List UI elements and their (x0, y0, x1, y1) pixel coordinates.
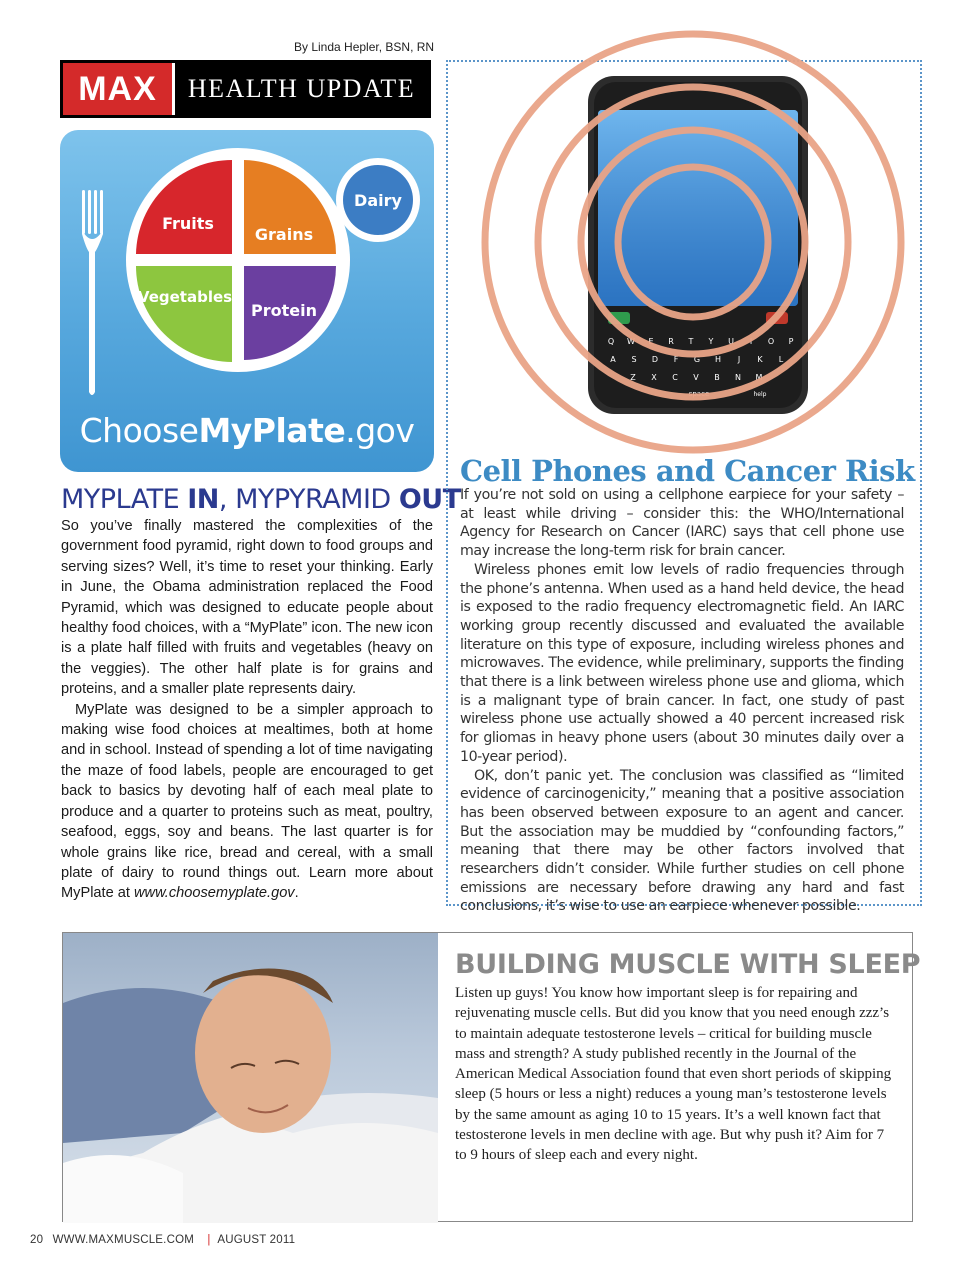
key-j: J (737, 355, 741, 364)
key-help: help (753, 391, 767, 398)
sleep-article-title: BUILDING MUSCLE WITH SLEEP (455, 949, 921, 980)
key-o: O (767, 337, 775, 346)
key-u: U (728, 337, 734, 346)
choosemyplate-link[interactable]: www.choosemyplate.gov (134, 885, 295, 902)
key-e: E (648, 337, 654, 346)
sleeping-man-photo (63, 933, 438, 1223)
vegetables-label: Vegetables (137, 288, 233, 306)
max-logo: MAX (63, 63, 175, 115)
cell-paragraph-2: Wireless phones emit low levels of radio frequencies through the phone’s antenna. When used as a hand held device, the head is exposed to the radio frequency electromagnetic field. An IARC working group recently discussed and evaluated the available literature on this type of exposure, including wireless phones and microwaves. The evidence, while preliminary, supports the finding that there is a link between wireless phone use and glioma, which is a malignant type of brain cancer. In fact, one study of past wireless phone use actually showed a 40 percent increased risk for gliomas in heavy phone users (about 30 minutes daily over a 10-year period). (460, 561, 904, 765)
key-h: H (714, 355, 722, 364)
masthead (60, 60, 431, 118)
key-m: M (755, 373, 763, 382)
key-g: G (693, 355, 701, 364)
key-c: C (672, 373, 678, 382)
key-t: T (688, 337, 694, 346)
cell-paragraph-3: OK, don’t panic yet. The conclusion was classified as “limited evidence of carcinogenicity,” meaning that a positive association has been observed between exposure to an agent and cancer. But the association may be muddied by “confounding factors,” meaning that there may be other factors involved that researchers didn’t consider. While further studies on cell phone emissions are necessary before drawing any hard and fast conclusions, it’s wise to use an earpiece whenever possible. (460, 767, 904, 915)
vegetables-section (136, 266, 232, 362)
key-space: space (688, 390, 710, 398)
myplate-article-title: MYPLATE IN, MYPYRAMID OUT (61, 484, 461, 515)
myplate-paragraph-1: So you’ve finally mastered the complexities of the government food pyramid, right down to food groups and serving sizes? Well, it’s time to reset your thinking. Early in June, the Obama administration replaced the Food Pyramid, which was designed to educate people about healthy food choices, with a “MyPlate” icon. The new icon is a plate half filled with fruits and vegetables (heavy on the veggies). The other half plate is for grains and proteins, and a smaller plate represents dairy. (61, 518, 433, 698)
dairy-label: Dairy (354, 191, 402, 210)
key-b: B (714, 373, 720, 382)
key-r: R (668, 337, 674, 346)
key-i: I (749, 337, 753, 346)
key-w: W (627, 337, 635, 346)
section-title: HEALTH UPDATE (187, 74, 416, 103)
protein-label: Protein (251, 301, 317, 320)
key-q: Q (607, 337, 615, 346)
key-d: D (651, 355, 659, 364)
cell-paragraph-1: If you’re not sold on using a cellphone earpiece for your safety – at least while driving – consider this: the WHO/International Agency for Research on Cancer (IARC) says that cell phone use may increase the long-term risk for brain cancer. (460, 487, 904, 560)
myplate-paragraph-2: MyPlate was designed to be a simpler approach to making wise food choices at mealtimes, both at home and in school. Instead of spending a lot of time navigating the maze of food labels, people are encouraged to get back to basics by devoting half of each meal plate to produce and a quarter to proteins such as meat, poultry, seafood, eggs, soy and beans. The last quarter is for whole grains like rice, bread and cereal, with a small plate of dairy to round things out. Learn more about MyPlate at www.choosemyplate.gov. (61, 701, 433, 902)
key-y: Y (708, 337, 714, 346)
sleep-article-body: Listen up guys! You know how important sleep is for repairing and rejuvenating muscle cells. But did you know that you need enough zzz’s to maintain adequate testosterone levels – critical for building muscle mass and strength? A study published recently in the Journal of the American Medical Association found that even short periods of skipping sleep (5 hours or less a night) reduces a young man’s testosterone levels by the same amount as aging 10 to 15 years. It’s a well known fact that testosterone levels in men decline with age. But why push it? Aim for 7 to 9 hours of sleep each and every night. (455, 985, 892, 1164)
sleep-article-box (62, 932, 921, 1222)
key-s: S (631, 355, 637, 364)
myplate-graphic (60, 130, 434, 472)
cell-article-body (460, 486, 904, 916)
page-number: 20 (30, 1234, 44, 1246)
page-footer (30, 1234, 301, 1246)
key-x: X (651, 373, 657, 382)
key-n: N (735, 373, 741, 382)
footer-separator: | (207, 1234, 211, 1246)
key-f: F (673, 355, 679, 364)
byline: By Linda Hepler, BSN, RN (294, 40, 435, 54)
fork-icon (82, 190, 103, 395)
key-l: L (778, 355, 784, 364)
key-a: A (610, 355, 616, 364)
key-z: Z (630, 373, 636, 382)
cell-phone-article-box (446, 60, 922, 915)
plate (126, 148, 350, 372)
myplate-article-body (61, 516, 433, 904)
cell-article-title: Cell Phones and Cancer Risk (460, 454, 915, 488)
key-v: V (693, 373, 699, 382)
footer-issue: AUGUST 2011 (217, 1234, 296, 1246)
phone-illustration (448, 62, 924, 462)
myplate-url: ChooseMyPlate.gov (79, 411, 415, 450)
fruits-section (136, 160, 232, 254)
grains-label: Grains (254, 225, 314, 244)
footer-site-link[interactable]: WWW.MAXMUSCLE.COM (52, 1234, 195, 1246)
fruits-label: Fruits (162, 214, 214, 233)
key-k: K (757, 355, 763, 364)
key-p: P (788, 337, 794, 346)
